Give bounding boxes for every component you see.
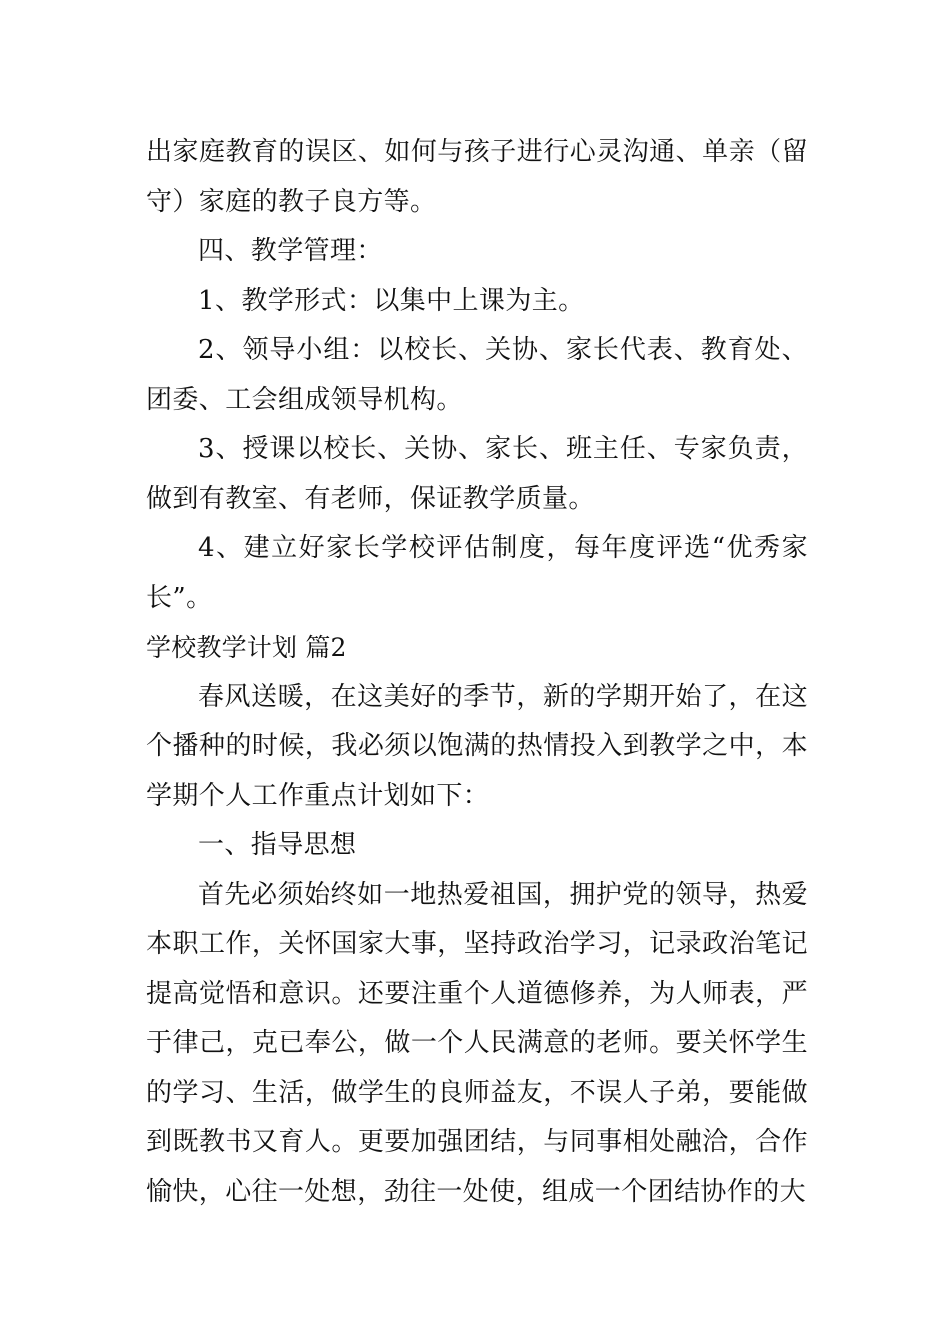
- paragraph-continuation: 出家庭教育的误区、如何与孩子进行心灵沟通、单亲（留守）家庭的教子良方等。: [146, 137, 808, 217]
- list-item-leadership-group: 2、领导小组：以校长、关协、家长代表、教育处、团委、工会组成领导机构。: [146, 335, 808, 415]
- paragraph-intro: 春风送暖，在这美好的季节，新的学期开始了，在这个播种的时候，我必须以饱满的热情投入到教学之中，本学期个人工作重点计划如下：: [146, 681, 808, 811]
- section-heading-guiding-thought: 一、指导思想: [198, 830, 357, 860]
- section-heading-teaching-management: 四、教学管理：: [198, 236, 383, 266]
- article-title: 学校教学计划 篇2: [146, 633, 347, 662]
- paragraph-guiding-thought-body: 首先必须始终如一地热爱祖国，拥护党的领导，热爱本职工作，关怀国家大事，坚持政治学习，记录政治笔记提高觉悟和意识。还要注重个人道德修养，为人师表，严于律己，克已奉公，做一个人民满意的老师。要关怀学生的学习、生活，做学生的良师益友，不误人子弟，要能做到既教书又育人。更要加强团结，与同事相处融洽，合作愉快，心往一处想，劲往一处使，组成一个团结协作的大: [146, 879, 808, 1207]
- list-item-evaluation-system: 4、建立好家长学校评估制度，每年度评选“优秀家长”。: [146, 533, 808, 613]
- document-body: [146, 128, 808, 1217]
- list-item-teaching-form: 1、教学形式：以集中上课为主。: [198, 285, 585, 316]
- list-item-lecturers: 3、授课以校长、关协、家长、班主任、专家负责，做到有教室、有老师，保证教学质量。: [146, 434, 808, 514]
